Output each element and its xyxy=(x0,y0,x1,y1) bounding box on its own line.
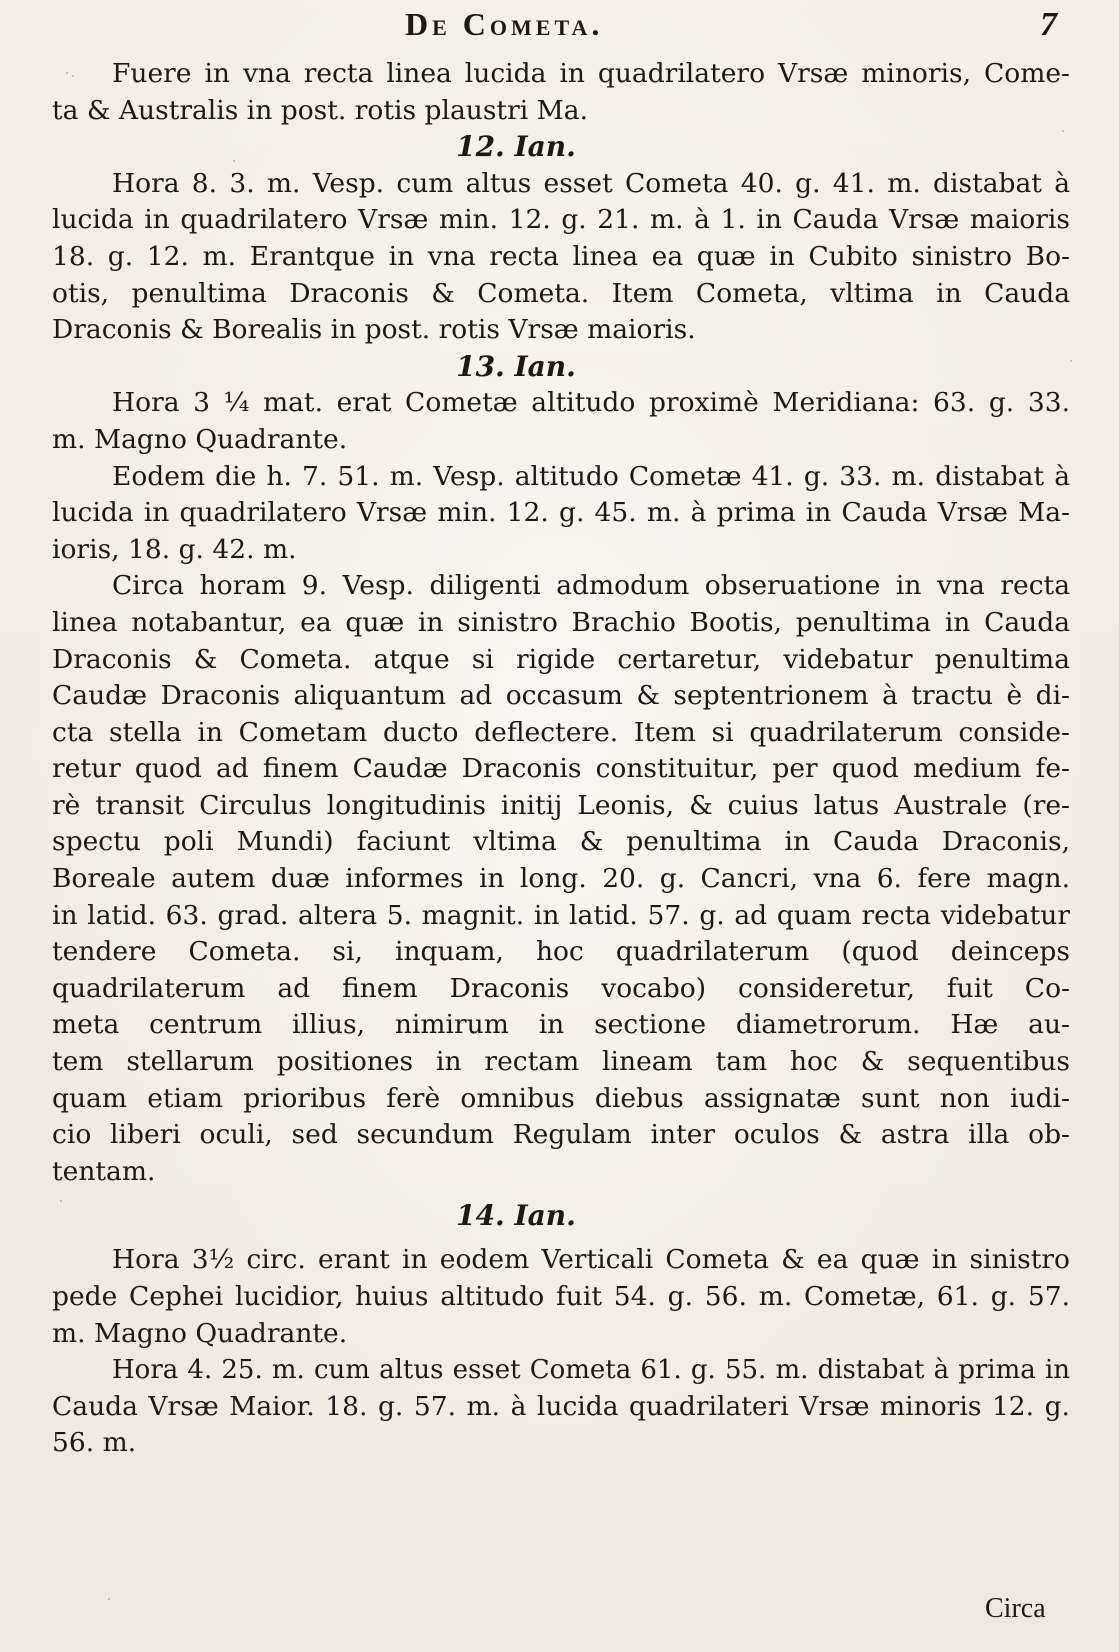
text-line: Hora 4. 25. m. cum altus esset Cometa 61. g. 55. m. distabat à prima in xyxy=(112,1355,1070,1386)
text-line: rè transit Circulus longitudinis initij Leonis, & cuius latus Australe (re- xyxy=(52,789,1070,821)
text-line: Draconis & Borealis in post. rotis Vrsæ maioris. xyxy=(52,314,696,346)
text-line: Fuere in vna recta linea lucida in quadrilatero Vrsæ minoris, Come- xyxy=(112,58,1070,89)
text-line: Hora 3 ¼ mat. erat Cometæ altitudo proximè Meridiana: 63. g. 33. xyxy=(112,387,1070,419)
text-line: Caudæ Draconis aliquantum ad occasum & septentrionem à tractu è di- xyxy=(52,680,1070,712)
text-line: Boreale autem duæ informes in long. 20. g. Cancri, vna 6. fere magn. xyxy=(52,863,1070,895)
text-line: cio liberi oculi, sed secundum Regulam inter oculos & astra illa ob- xyxy=(52,1119,1070,1151)
text-line: quam etiam prioribus ferè omnibus diebus assignatæ sunt non iudi- xyxy=(52,1082,1070,1114)
text-line: Eodem die h. 7. 51. m. Vesp. altitudo Cometæ 41. g. 33. m. distabat à xyxy=(112,460,1070,492)
date-heading: 14. Ian. xyxy=(456,1199,576,1233)
text-line: lucida in quadrilatero Vrsæ min. 12. g. 21. m. à 1. in Cauda Vrsæ maioris xyxy=(52,204,1070,236)
text-line: retur quod ad finem Caudæ Draconis constituitur, per quod medium fe- xyxy=(52,753,1070,785)
catchword: Circa xyxy=(985,1593,1046,1624)
page-number: 7 xyxy=(1040,6,1057,43)
text-line: 56. m. xyxy=(52,1427,137,1459)
text-line: pede Cephei lucidior, huius altitudo fuit 54. g. 56. m. Cometæ, 61. g. 57. xyxy=(52,1281,1070,1312)
text-line: cta stella in Cometam ducto deflectere. Item si quadrilaterum conside- xyxy=(52,716,1070,748)
text-line: tem stellarum positiones in rectam lineam tam hoc & sequentibus xyxy=(52,1046,1070,1078)
text-line: Cauda Vrsæ Maior. 18. g. 57. m. à lucida quadrilateri Vrsæ minoris 12. g. xyxy=(52,1390,1070,1422)
text-line: tendere Cometa. si, inquam, hoc quadrilaterum (quod deinceps xyxy=(52,936,1070,968)
text-line: linea notabantur, ea quæ in sinistro Brachio Bootis, penultima in Cauda xyxy=(52,606,1070,638)
text-line: m. Magno Quadrante. xyxy=(52,1317,348,1349)
text-line: 18. g. 12. m. Erantque in vna recta linea ea quæ in Cubito sinistro Bo- xyxy=(52,240,1070,272)
text-line: Hora 3½ circ. erant in eodem Verticali Cometa & ea quæ in sinistro xyxy=(112,1244,1070,1276)
text-line: Hora 8. 3. m. Vesp. cum altus esset Cometa 40. g. 41. m. distabat à xyxy=(112,167,1070,199)
text-line: spectu poli Mundi) faciunt vltima & penultima in Cauda Draconis, xyxy=(52,826,1070,858)
date-heading: 13. Ian. xyxy=(456,349,576,383)
page-header xyxy=(0,6,1119,42)
date-heading: 12. Ian. xyxy=(456,130,576,164)
body-text xyxy=(52,56,1070,1462)
text-line: otis, penultima Draconis & Cometa. Item Cometa, vltima in Cauda xyxy=(52,277,1070,309)
text-line: Draconis & Cometa. atque si rigide certaretur, videbatur penultima xyxy=(52,643,1070,675)
text-line: ta & Australis in post. rotis plaustri Ma. xyxy=(52,94,589,126)
text-line: ioris, 18. g. 42. m. xyxy=(52,533,297,565)
text-line: tentam. xyxy=(52,1155,156,1187)
text-line: lucida in quadrilatero Vrsæ min. 12. g. 45. m. à prima in Cauda Vrsæ Ma- xyxy=(52,497,1070,529)
text-line: meta centrum illius, nimirum in sectione diametrorum. Hæ au- xyxy=(52,1009,1070,1041)
text-line: quadrilaterum ad finem Draconis vocabo) consideretur, fuit Co- xyxy=(52,972,1070,1004)
text-line: in latid. 63. grad. altera 5. magnit. in latid. 57. g. ad quam recta videbatur xyxy=(52,899,1070,931)
text-line: m. Magno Quadrante. xyxy=(52,423,348,455)
running-head: De Cometa. xyxy=(405,6,604,42)
text-line: Circa horam 9. Vesp. diligenti admodum obseruatione in vna recta xyxy=(112,570,1070,602)
